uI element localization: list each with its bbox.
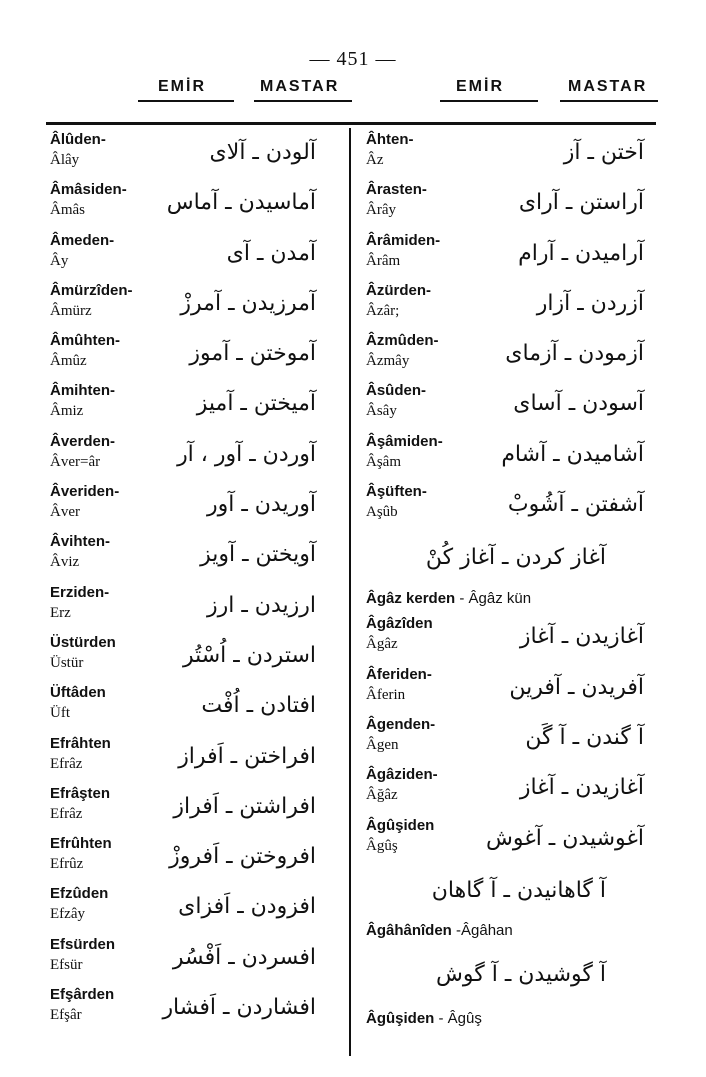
entry-verb: Âmihten- — [50, 382, 115, 400]
entry-verb: Üstürden — [50, 633, 116, 651]
entry-imperative: Âmürz — [50, 302, 92, 319]
entry-arabic-script: آغازیدن ـ آغاز — [519, 775, 644, 801]
dictionary-entry — [366, 331, 666, 381]
entry-verb: Âgâzîden — [366, 615, 433, 633]
entry-imperative: Aşûb — [366, 504, 398, 521]
dictionary-entry — [50, 834, 346, 884]
column-divider — [349, 128, 351, 1056]
entry-verb: Âmâsiden- — [50, 181, 127, 199]
inline-entry — [366, 584, 666, 614]
dictionary-entry — [366, 130, 666, 180]
entry-arabic-script: افشاردن ـ اَفشار — [162, 995, 316, 1021]
entry-arabic-script: آزردن ـ آزار — [536, 290, 644, 316]
entry-verb: Âgenden- — [366, 715, 436, 733]
entry-arabic-script: استردن ـ اُسْتُر — [182, 642, 316, 668]
entry-verb: Âmeden- — [50, 231, 115, 249]
dictionary-entry — [366, 614, 666, 664]
entry-arabic-script: آوریدن ـ آور — [207, 492, 316, 518]
dictionary-entry — [50, 180, 346, 230]
entry-arabic-script: آغوشیدن ـ آغوش — [485, 825, 644, 851]
arabic-line: آ گوشیدن ـ آ گوش — [436, 961, 606, 987]
entry-arabic-script: افتادن ـ اُفْت — [201, 693, 316, 719]
arabic-line: آ گاهانیدن ـ آ گاهان — [431, 877, 606, 903]
page-number: — 451 — — [309, 48, 397, 70]
entry-arabic-script: آزمودن ـ آزمای — [505, 341, 644, 367]
dictionary-entry — [50, 331, 346, 381]
inline-entry — [366, 1004, 666, 1034]
entry-arabic-script: آشفتن ـ آشُوبْ — [507, 492, 644, 518]
header-underline — [254, 100, 352, 102]
entry-imperative: Âzmây — [366, 353, 410, 370]
entry-verb: Ârasten- — [366, 181, 427, 199]
dictionary-entry — [50, 633, 346, 683]
entry-imperative: Üft — [50, 705, 70, 722]
entry-imperative: Âsây — [366, 403, 397, 420]
entry-verb: Âmûhten- — [50, 332, 120, 350]
header-emir-left: EMİR — [158, 78, 206, 95]
entry-arabic-script: آموختن ـ آموز — [189, 341, 316, 367]
dictionary-entry — [50, 130, 346, 180]
entry-imperative: Âgen — [366, 736, 399, 753]
entry-imperative: Âferin — [366, 686, 406, 703]
entry-verb: Efrâşten — [50, 784, 111, 802]
entry-imperative: Efrâz — [50, 755, 83, 772]
entry-arabic-script: آماسیدن ـ آماس — [166, 190, 316, 216]
entry-verb: Efrûhten — [50, 835, 112, 853]
entry-verb: Efzûden — [50, 885, 109, 903]
entry-verb: Âzmûden- — [366, 332, 439, 350]
entry-imperative: Âver=âr — [50, 453, 101, 470]
dictionary-entry — [366, 665, 666, 715]
entry-arabic-script: افراشتن ـ اَفراز — [173, 793, 316, 819]
entry-imperative: Âmâs — [50, 202, 85, 219]
header-emir-right: EMİR — [456, 78, 504, 95]
dictionary-entry — [366, 715, 666, 765]
entry-verb: Erziden- — [50, 583, 110, 601]
header-mastar-left: MASTAR — [260, 78, 340, 95]
dictionary-entry — [366, 816, 666, 866]
entry-imperative: Efzây — [50, 906, 85, 923]
dictionary-entry — [366, 281, 666, 331]
left-column — [50, 130, 346, 1035]
entry-imperative: Efrûz — [50, 856, 84, 873]
entry-imperative: Efşâr — [50, 1007, 82, 1024]
dictionary-entry — [50, 935, 346, 985]
entry-arabic-script: افروختن ـ اَفروزْ — [169, 844, 316, 870]
entry-imperative: Ây — [50, 252, 69, 269]
entry-verb: Ârâmiden- — [366, 231, 441, 249]
entry-verb: Âgâhânîden — [366, 921, 452, 939]
entry-arabic-script: افسردن ـ اَفْسُر — [172, 944, 316, 970]
entry-imperative: Âmûz — [50, 353, 87, 370]
dictionary-entry — [366, 482, 666, 532]
entry-imperative: Erz — [50, 604, 71, 621]
entry-arabic-script: آسودن ـ آسای — [513, 391, 644, 417]
entry-arabic-script: آراستن ـ آرای — [518, 190, 644, 216]
entry-verb: Âferiden- — [366, 665, 432, 683]
header-mastar-right: MASTAR — [568, 78, 648, 95]
entry-verb: Efşârden — [50, 986, 115, 1004]
dictionary-entry — [366, 231, 666, 281]
entry-arabic-script: افزودن ـ اَفزای — [178, 894, 316, 920]
entry-verb: Âverden- — [50, 432, 116, 450]
entry-imperative: - Âgâz kün — [455, 590, 532, 608]
entry-verb: Âsûden- — [366, 382, 426, 400]
entry-imperative: Âz — [366, 152, 384, 168]
entry-verb: Âveriden- — [50, 483, 120, 501]
arabic-line: آغاز کردن ـ آغاز کُنْ — [425, 545, 606, 571]
entry-verb: Âgâz kerden — [366, 590, 456, 608]
entry-imperative: Âver — [50, 504, 80, 521]
entry-imperative: Âgâz — [366, 636, 398, 653]
entry-verb: Efrâhten — [50, 734, 111, 752]
dictionary-entry — [366, 765, 666, 815]
entry-imperative: Ârây — [366, 202, 396, 219]
dictionary-entry — [50, 985, 346, 1035]
entry-arabic-script: آغازیدن ـ آغاز — [519, 624, 644, 650]
dictionary-entry — [50, 583, 346, 633]
entry-imperative: Âşâm — [366, 453, 401, 470]
entry-imperative: -Âgâhan — [451, 921, 513, 939]
entry-arabic-script: آمیختن ـ آمیز — [196, 391, 316, 417]
entry-imperative: Âzâr; — [366, 302, 400, 319]
entry-arabic-script: آمدن ـ آی — [226, 240, 316, 266]
entry-imperative: Efrâz — [50, 805, 83, 822]
entry-verb: Üftâden — [50, 684, 106, 702]
entry-verb: Efsürden — [50, 935, 116, 953]
entry-arabic-script: آفریدن ـ آفرین — [509, 674, 644, 700]
entry-verb: Âhten- — [366, 131, 414, 148]
entry-imperative: Ârâm — [366, 252, 401, 269]
entry-arabic-script: آ گندن ـ آ گَن — [525, 724, 644, 750]
entry-arabic-script: آختن ـ آز — [563, 140, 644, 165]
entry-verb: Âzürden- — [366, 281, 431, 299]
entry-arabic-script: آویختن ـ آویز — [200, 542, 316, 568]
entry-arabic-script: آلودن ـ آلای — [209, 140, 316, 165]
entry-imperative: Efsür — [50, 956, 83, 973]
entry-verb: Âgâziden- — [366, 766, 438, 784]
dictionary-entry — [366, 432, 666, 482]
entry-imperative: Âlây — [50, 152, 80, 168]
entry-arabic-script: ارزیدن ـ ارز — [207, 592, 316, 618]
entry-verb: Âmürzîden- — [50, 281, 133, 299]
entry-arabic-script: آشامیدن ـ آشام — [501, 441, 644, 467]
inline-entry — [366, 916, 666, 946]
dictionary-entry — [50, 734, 346, 784]
entry-verb: Âvihten- — [50, 533, 110, 551]
dictionary-entry — [50, 281, 346, 331]
entry-verb: Âlûden- — [50, 131, 106, 148]
entry-verb: Âşâmiden- — [366, 432, 443, 450]
dictionary-entry — [50, 532, 346, 582]
entry-imperative: Âviz — [50, 554, 80, 571]
entry-arabic-script: افراختن ـ اَفراز — [178, 743, 316, 769]
right-column — [366, 130, 666, 1034]
entry-verb: Âgûşiden — [366, 816, 435, 834]
dictionary-entry — [50, 784, 346, 834]
dictionary-entry — [366, 381, 666, 431]
header-underline — [560, 100, 658, 102]
entry-imperative: Âgûş — [366, 837, 398, 854]
entry-imperative: Âğâz — [366, 787, 398, 804]
entry-verb: Âşüften- — [366, 483, 427, 501]
dictionary-entry — [50, 231, 346, 281]
entry-verb: Âgûşiden — [366, 1009, 435, 1027]
top-rule — [46, 122, 656, 125]
dictionary-entry — [50, 381, 346, 431]
dictionary-entry — [50, 432, 346, 482]
dictionary-entry — [50, 683, 346, 733]
entry-imperative: Âmiz — [50, 403, 84, 420]
header-underline — [440, 100, 538, 102]
dictionary-entry — [50, 482, 346, 532]
entry-arabic-script: آمرزیدن ـ آمرزْ — [180, 290, 316, 316]
dictionary-entry — [50, 884, 346, 934]
entry-arabic-script: آوردن ـ آور ، آر — [177, 441, 316, 467]
entry-imperative: Üstür — [50, 654, 84, 671]
header-underline — [138, 100, 234, 102]
dictionary-entry — [366, 180, 666, 230]
entry-imperative: - Âgûş — [434, 1009, 482, 1027]
entry-arabic-script: آرامیدن ـ آرام — [518, 240, 644, 266]
